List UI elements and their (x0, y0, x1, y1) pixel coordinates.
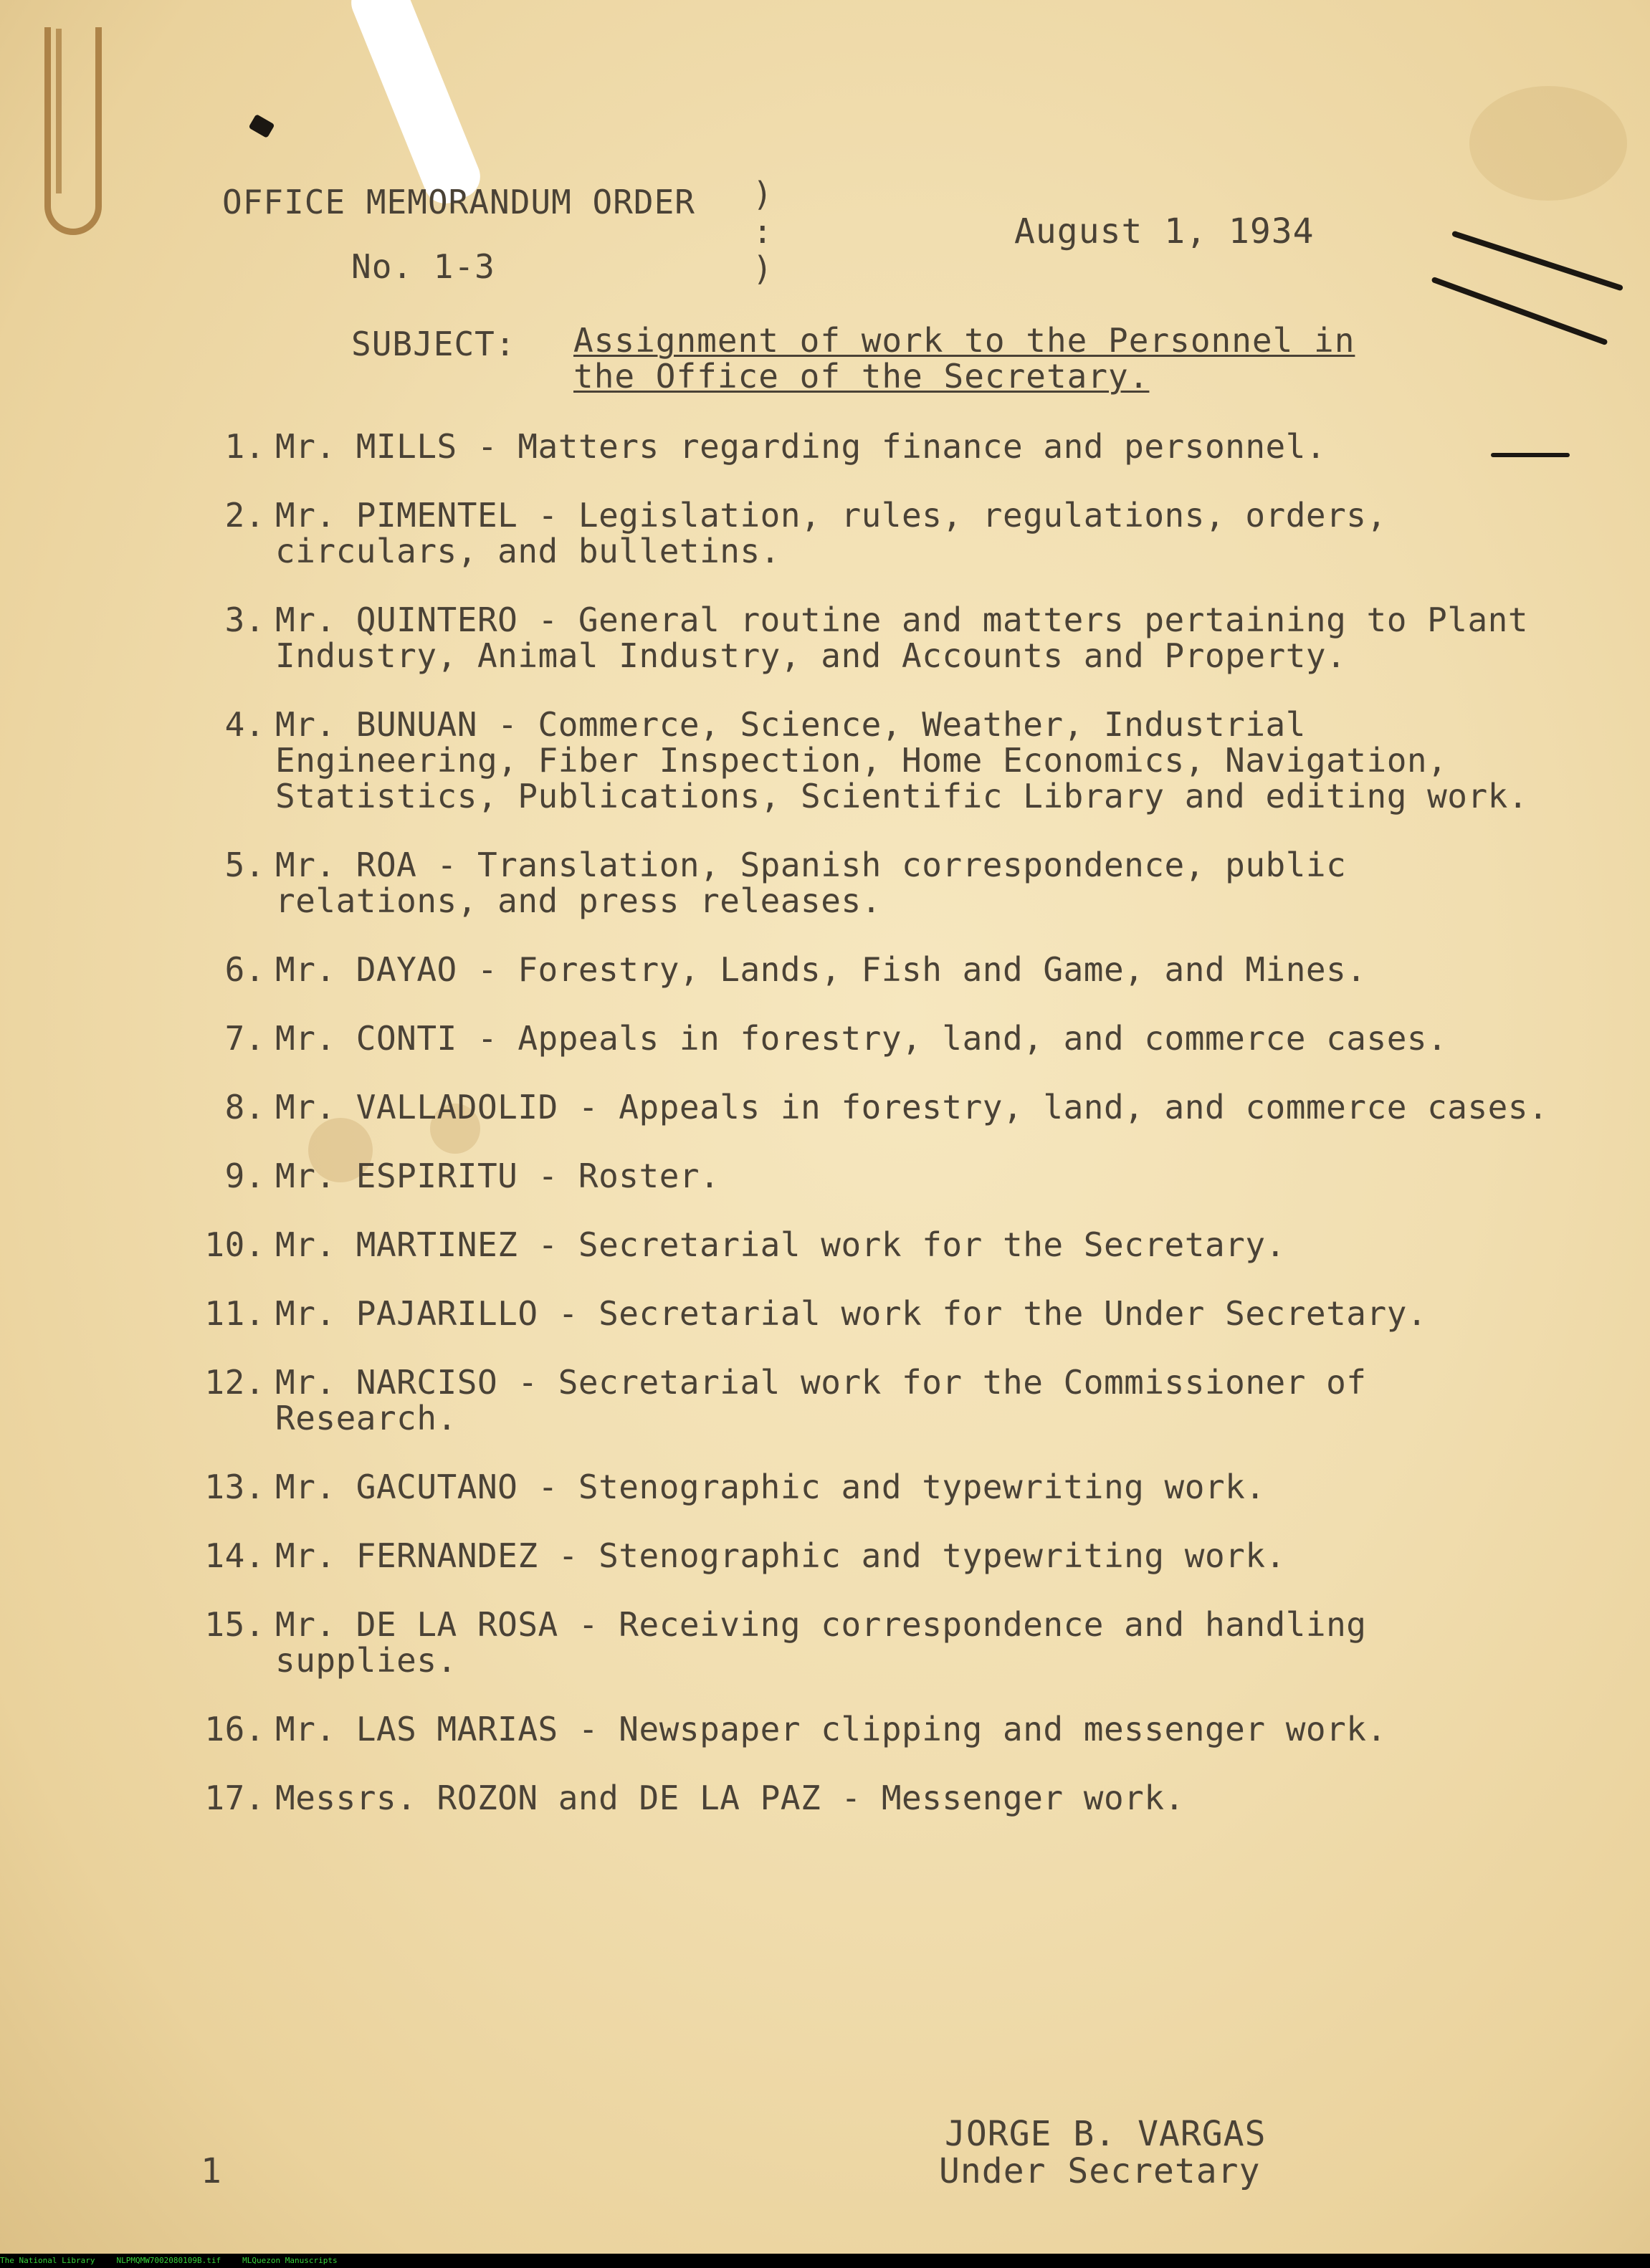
item-number: 6. (224, 950, 265, 989)
item-number: 10. (204, 1225, 265, 1264)
assignment-item (194, 1780, 1563, 1816)
assignment-item (194, 602, 1563, 674)
assignment-item (194, 1158, 1563, 1194)
item-text: Mr. PAJARILLO - Secretarial work for the Under Secretary. (275, 1294, 1428, 1333)
item-number: 8. (224, 1088, 265, 1126)
item-text: Mr. MARTINEZ - Secretarial work for the Secretary. (275, 1225, 1286, 1264)
item-number: 1. (224, 427, 265, 466)
assignment-item (194, 429, 1563, 464)
signer-title: Under Secretary (939, 2151, 1261, 2191)
item-text: Mr. LAS MARIAS - Newspaper clipping and messenger work. (275, 1710, 1387, 1748)
assignment-item (194, 1607, 1563, 1678)
page-number: 1 (201, 2151, 221, 2191)
assignment-item (194, 1538, 1563, 1574)
item-text: Mr. GACUTANO - Stenographic and typewriting work. (275, 1468, 1266, 1506)
ink-smudge (249, 114, 275, 138)
signature-block (939, 2115, 1266, 2190)
memo-order-number: No. 1-3 (351, 247, 495, 286)
memo-order-title: OFFICE MEMORANDUM ORDER (222, 183, 695, 221)
footer-institution: The National Library (0, 2256, 95, 2265)
ink-smudge (1431, 277, 1608, 345)
footer-collection: MLQuezon Manuscripts (242, 2256, 338, 2265)
assignment-item (194, 1020, 1563, 1056)
assignment-item (194, 1469, 1563, 1505)
assignment-list (194, 429, 1563, 1849)
scan-footer (0, 2254, 1650, 2268)
assignment-item (194, 952, 1563, 987)
ink-smudge (1451, 231, 1623, 292)
item-text: Messrs. ROZON and DE LA PAZ - Messenger work. (275, 1779, 1185, 1817)
paper-stain (1469, 86, 1627, 201)
item-number: 13. (204, 1468, 265, 1506)
memo-date: August 1, 1934 (1014, 211, 1315, 252)
item-text: Mr. ESPIRITU - Roster. (275, 1157, 720, 1195)
item-text: Mr. CONTI - Appeals in forestry, land, and commerce cases. (275, 1019, 1448, 1058)
footer-file-name: NLPMQMW7002080109B.tif (116, 2256, 221, 2265)
item-number: 7. (224, 1019, 265, 1058)
item-text: Mr. MILLS - Matters regarding finance and personnel. (275, 427, 1327, 466)
item-number: 12. (204, 1363, 265, 1402)
paperclip-mark (44, 27, 102, 235)
item-number: 15. (204, 1605, 265, 1644)
item-text: Mr. VALLADOLID - Appeals in forestry, land, and commerce cases. (275, 1088, 1549, 1126)
item-number: 4. (224, 705, 265, 744)
assignment-item (194, 847, 1563, 919)
item-text: Mr. BUNUAN - Commerce, Science, Weather, Industrial Engineering, Fiber Inspection, Home Economics, Navigation, Statistics, Publications, Scientific Library and editing work. (275, 705, 1529, 815)
item-text: Mr. DE LA ROSA - Receiving correspondence and handling supplies. (275, 1605, 1367, 1680)
item-number: 14. (204, 1536, 265, 1575)
header-brace: ) : ) (753, 175, 773, 288)
item-text: Mr. FERNANDEZ - Stenographic and typewriting work. (275, 1536, 1286, 1575)
item-text: Mr. PIMENTEL - Legislation, rules, regulations, orders, circulars, and bulletins. (275, 496, 1387, 570)
subject-label: SUBJECT: (351, 325, 516, 363)
assignment-item (194, 1296, 1563, 1331)
item-number: 9. (224, 1157, 265, 1195)
assignment-item (194, 1711, 1563, 1747)
subject-text: Assignment of work to the Personnel in the Office of the Secretary. (573, 321, 1355, 396)
assignment-item (194, 707, 1563, 814)
assignment-item (194, 1089, 1563, 1125)
item-text: Mr. NARCISO - Secretarial work for the Commissioner of Research. (275, 1363, 1367, 1437)
item-text: Mr. ROA - Translation, Spanish correspondence, public relations, and press releases. (275, 846, 1347, 920)
item-number: 17. (204, 1779, 265, 1817)
item-number: 2. (224, 496, 265, 535)
signer-name: JORGE B. VARGAS (945, 2114, 1267, 2154)
assignment-item (194, 1227, 1563, 1263)
assignment-item (194, 1364, 1563, 1436)
item-number: 3. (224, 601, 265, 639)
item-number: 5. (224, 846, 265, 884)
item-text: Mr. DAYAO - Forestry, Lands, Fish and Game, and Mines. (275, 950, 1367, 989)
assignment-item (194, 497, 1563, 569)
paperclip-mark (56, 29, 72, 193)
item-number: 16. (204, 1710, 265, 1748)
item-text: Mr. QUINTERO - General routine and matters pertaining to Plant Industry, Animal Industry, and Accounts and Property. (275, 601, 1529, 675)
item-number: 11. (204, 1294, 265, 1333)
